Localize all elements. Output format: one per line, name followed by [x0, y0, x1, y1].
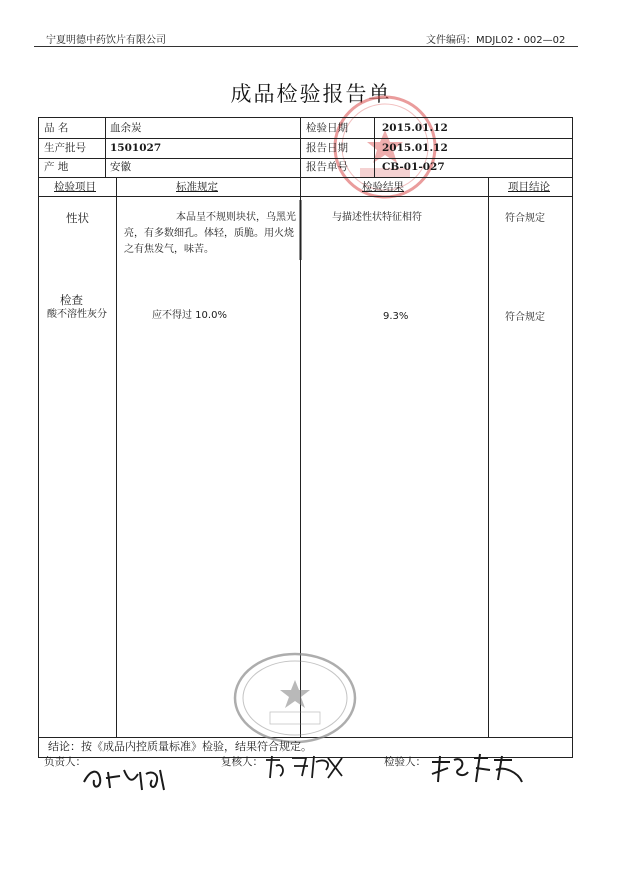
responsible-signature: [80, 762, 170, 794]
batch-number-label: 生产批号: [44, 142, 86, 154]
inspect-date-value: 2015.01.12: [382, 122, 448, 134]
inspector-signature: [428, 752, 528, 786]
column-header-conclusion: 项目结论: [508, 181, 550, 193]
origin-label: 产 地: [44, 161, 69, 173]
report-date-value: 2015.01.12: [382, 142, 448, 154]
company-name: 宁夏明德中药饮片有限公司: [46, 35, 166, 46]
acid-insoluble-ash-standard: 应不得过 10.0%: [152, 310, 227, 321]
appearance-standard: 本品呈不规则块状，乌黑光亮，有多数细孔。体轻，质脆。用火烧之有焦发气，味苦。: [124, 212, 296, 255]
acid-insoluble-ash-result: 9.3%: [383, 311, 409, 322]
file-number: 文件编码：MDJL02・002—02: [426, 35, 566, 46]
acid-insoluble-ash-conclusion: 符合规定: [505, 312, 545, 323]
product-name-label: 品 名: [44, 122, 69, 134]
origin-value: 安徽: [110, 161, 131, 173]
column-header-result: 检验结果: [362, 181, 404, 193]
quality-inspection-stamp: [230, 650, 360, 746]
inspector-label: 检验人：: [384, 756, 426, 768]
check-heading: 检查: [60, 293, 83, 307]
appearance-conclusion: 符合规定: [505, 213, 545, 224]
column-header-standard: 标准规定: [176, 181, 218, 193]
responsible-label: 负责人：: [44, 756, 86, 768]
batch-number-value: 1501027: [110, 142, 162, 154]
report-number-label: 报告单号: [306, 161, 348, 173]
conclusion-text: 结论：按《成品内控质量标准》检验，结果符合规定。: [48, 740, 312, 753]
report-date-label: 报告日期: [306, 142, 348, 154]
report-number-value: CB-01-027: [382, 161, 445, 173]
reviewer-signature: [262, 752, 352, 782]
product-name-value: 血余炭: [110, 122, 142, 134]
reviewer-label: 复核人：: [221, 756, 263, 768]
document-title: 成品检验报告单: [230, 82, 392, 106]
appearance-item: 性状: [66, 211, 89, 225]
acid-insoluble-ash-item: 酸不溶性灰分: [47, 309, 107, 320]
column-header-item: 检验项目: [54, 181, 96, 193]
inspect-date-label: 检验日期: [306, 122, 348, 134]
appearance-result: 与描述性状特征相符: [332, 212, 422, 223]
